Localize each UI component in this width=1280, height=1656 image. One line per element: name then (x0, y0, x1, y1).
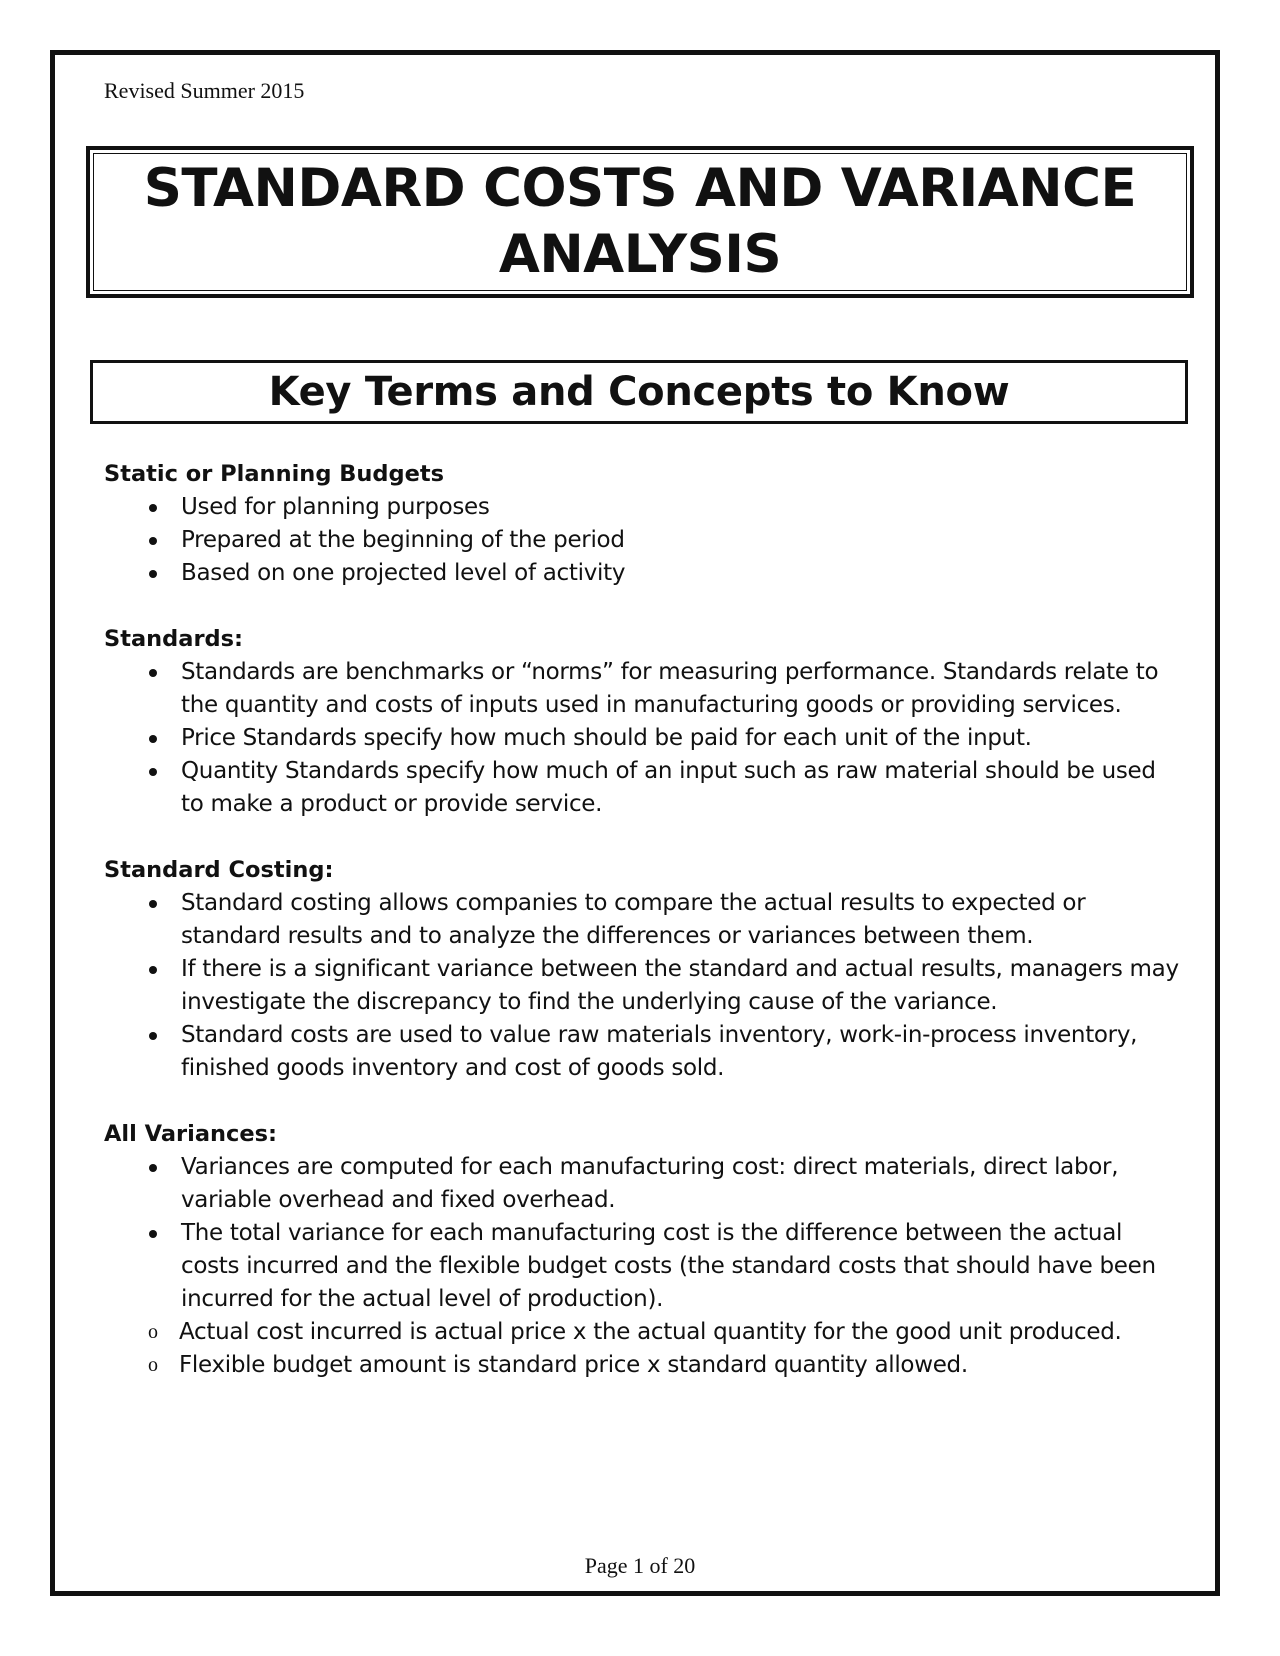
bullet-list (104, 1151, 1184, 1316)
list-item: Quantity Standards specify how much of an input such as raw material should be used to make a product or provide service. (104, 755, 1184, 821)
section-heading: Standard Costing: (104, 857, 334, 883)
list-item: Standards are benchmarks or “norms” for measuring performance. Standards relate to the quantity and costs of inputs used in manufacturing goods or providing services. (104, 656, 1184, 722)
section-heading: Standards: (104, 626, 244, 652)
sub-bullet-list (104, 1316, 1184, 1382)
list-item: Standard costing allows companies to compare the actual results to expected or standard results and to analyze the differences or variances between them. (104, 887, 1184, 953)
revised-date: Revised Summer 2015 (104, 78, 305, 103)
sub-list-item: o Flexible budget amount is standard price x standard quantity allowed. (104, 1349, 1184, 1382)
bullet-list (104, 491, 1184, 590)
key-terms-heading: Key Terms and Concepts to Know (268, 369, 1010, 415)
list-item: Price Standards specify how much should be paid for each unit of the input. (104, 722, 1184, 755)
title-inner-frame (93, 153, 1187, 291)
bullet-list (104, 656, 1184, 821)
key-terms-box (90, 360, 1188, 424)
list-item: Based on one projected level of activity (104, 557, 1184, 590)
section-static-budgets (104, 458, 1184, 590)
list-item: Variances are computed for each manufacturing cost: direct materials, direct labor, variable overhead and fixed overhead. (104, 1151, 1184, 1217)
bullet-list (104, 887, 1184, 1085)
section-heading: Static or Planning Budgets (104, 461, 445, 487)
section-standard-costing (104, 854, 1184, 1085)
title-line-2: ANALYSIS (498, 224, 782, 285)
sub-list-item: o Actual cost incurred is actual price x the actual quantity for the good unit produced. (104, 1316, 1184, 1349)
document-title (144, 156, 1137, 288)
list-item: Prepared at the beginning of the period (104, 524, 1184, 557)
list-item: Used for planning purposes (104, 491, 1184, 524)
section-all-variances (104, 1118, 1184, 1382)
list-item: If there is a significant variance between the standard and actual results, managers may investigate the discrepancy to find the underlying cause of the variance. (104, 953, 1184, 1019)
title-line-1: STANDARD COSTS AND VARIANCE (143, 158, 1137, 219)
section-heading: All Variances: (104, 1121, 278, 1147)
page-number: Page 1 of 20 (584, 1553, 696, 1578)
title-box (86, 146, 1194, 298)
list-item: The total variance for each manufacturing cost is the difference between the actual costs incurred and the flexible budget costs (the standard costs that should have been incurred for the actual level of production). (104, 1217, 1184, 1316)
list-item: Standard costs are used to value raw materials inventory, work-in-process inventory, finished goods inventory and cost of goods sold. (104, 1019, 1184, 1085)
section-standards (104, 623, 1184, 821)
content (104, 458, 1184, 1415)
